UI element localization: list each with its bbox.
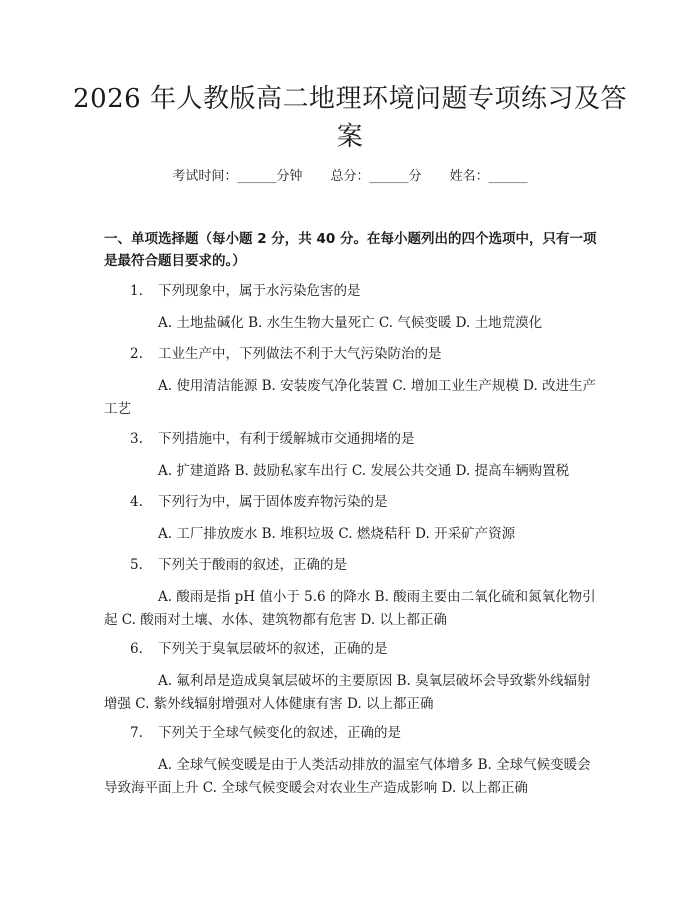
question-stem	[130, 722, 610, 744]
question-text: 工业生产中，下列做法不利于大气污染防治的是	[158, 346, 442, 362]
question-text: 下列行为中，属于固体废弃物污染的是	[158, 494, 388, 510]
section-heading: 一、单项选择题（每小题 2 分，共 40 分。在每小题列出的四个选项中，只有一项是最符合题目要求的。）	[104, 231, 597, 269]
question-number: 6.	[130, 641, 143, 657]
question-number: 1.	[130, 283, 143, 299]
exam-score-field: 总分：______分	[330, 169, 422, 184]
question-stem	[130, 343, 610, 365]
page-title: 2026 年人教版高二地理环境问题专项练习及答案	[73, 84, 627, 152]
question-text: 下列关于酸雨的叙述，正确的是	[158, 557, 347, 573]
question-stem	[130, 491, 610, 513]
question-options: A. 土地盐碱化 B. 水生生物大量死亡 C. 气候变暖 D. 土地荒漠化	[158, 315, 543, 331]
question-text: 下列关于臭氧层破坏的叙述，正确的是	[158, 641, 388, 657]
question-options: A. 使用清洁能源 B. 安装废气净化装置 C. 增加工业生产规模 D. 改进生产工艺	[104, 378, 597, 417]
question-stem	[130, 428, 610, 450]
question-options: A. 氟利昂是造成臭氧层破坏的主要原因 B. 臭氧层破坏会导致紫外线辐射增强 C. 紫外线辐射增强对人体健康有害 D. 以上都正确	[104, 673, 591, 712]
question-text: 下列关于全球气候变化的叙述，正确的是	[158, 725, 401, 741]
question-text: 下列措施中，有利于缓解城市交通拥堵的是	[158, 431, 415, 447]
question-stem	[130, 554, 610, 576]
question-number: 7.	[130, 725, 143, 741]
question-number: 2.	[130, 346, 143, 362]
question-options: A. 扩建道路 B. 鼓励私家车出行 C. 发展公共交通 D. 提高车辆购置税	[158, 463, 570, 479]
question-options: A. 酸雨是指 pH 值小于 5.6 的降水 B. 酸雨主要由二氧化硫和氮氧化物引起 C. 酸雨对土壤、水体、建筑物都有危害 D. 以上都正确	[104, 589, 596, 628]
exam-name-field: 姓名：______	[449, 169, 528, 184]
question-number: 3.	[130, 431, 143, 447]
question-number: 5.	[130, 557, 143, 573]
question-options: A. 工厂排放废水 B. 堆积垃圾 C. 燃烧秸秆 D. 开采矿产资源	[158, 526, 516, 542]
question-number: 4.	[130, 494, 143, 510]
exam-info	[0, 166, 700, 188]
question-options: A. 全球气候变暖是由于人类活动排放的温室气体增多 B. 全球气候变暖会导致海平面上升 C. 全球气候变暖会对农业生产造成影响 D. 以上都正确	[104, 757, 591, 796]
question-text: 下列现象中，属于水污染危害的是	[158, 283, 361, 299]
question-stem	[130, 638, 610, 660]
exam-time-field: 考试时间：______分钟	[172, 169, 303, 184]
question-stem	[130, 280, 610, 302]
